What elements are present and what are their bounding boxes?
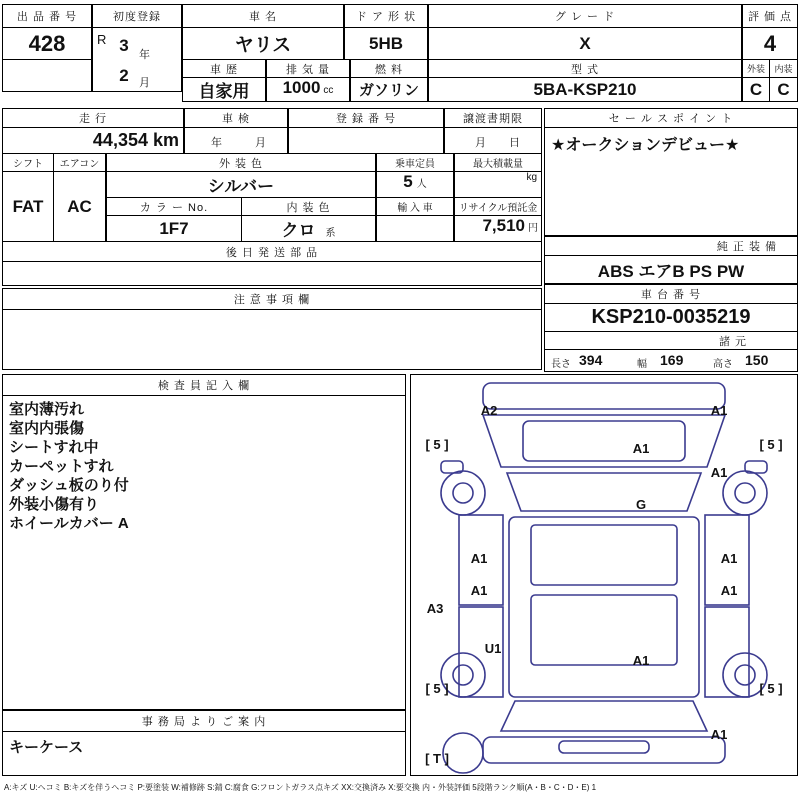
diagram-code-front-left: A2 <box>480 403 498 418</box>
diagram-code-right-rear-quarter: A1 <box>632 653 650 668</box>
sales-point-value: ★オークションデビュー★ <box>551 137 740 154</box>
office-value-box <box>2 732 406 776</box>
diagram-code-hood-right: A1 <box>632 441 650 456</box>
door-value-box <box>344 28 428 60</box>
first-reg-label: 初度登録 <box>113 11 161 23</box>
car-diagram-svg <box>411 375 797 775</box>
seats-unit: 人 <box>416 179 427 190</box>
recycle-unit: 円 <box>528 223 538 234</box>
reg-number-label: 登 録 番 号 <box>335 113 397 125</box>
ext-color-label-box <box>106 154 376 172</box>
rating-label-box <box>742 4 798 28</box>
sales-point-label-box <box>544 108 798 128</box>
fuel-value-box <box>350 78 428 102</box>
int-color-label-box <box>242 198 376 216</box>
genuine-equip-label: 純 正 装 備 <box>716 241 777 253</box>
max-load-label-box <box>454 154 542 172</box>
transfer-month-unit: 月 <box>475 137 486 149</box>
history-value-box <box>182 78 266 102</box>
diagram-code-right-mirror: [ 5 ] <box>759 437 783 452</box>
diagram-code-left-door-front: A1 <box>470 551 488 566</box>
recycle-label: リサイクル預託金 <box>458 203 538 214</box>
door-value: 5HB <box>368 33 403 53</box>
color-no-value-box <box>106 216 242 242</box>
car-name-label: 車 名 <box>248 11 278 23</box>
first-reg-label-box <box>92 4 182 28</box>
shift-value-box <box>2 172 54 242</box>
interior-grade-value: C <box>777 79 790 99</box>
reg-number-value-box <box>288 128 444 154</box>
legend-footer: A:キズ U:ヘコミ B:キズを伴うヘコミ P:要塗装 W:補修跡 S:錆 C:腐食 G:フロントガラス点キズ XX:交換済み X:要交換 内・外装評価 5段階ランク順(A・B・C・D・E) 1 <box>4 783 597 792</box>
inspector-label: 検 査 員 記 入 欄 <box>157 380 251 392</box>
color-no-label: カ ラ ー No. <box>139 201 209 214</box>
width-value: 169 <box>660 352 684 368</box>
import-label: 輸 入 車 <box>397 203 433 214</box>
diagram-code-rear-right-wheel: [ 5 ] <box>759 681 783 696</box>
later-parts-label-box <box>2 242 542 262</box>
chassis-value: KSP210-0035219 <box>591 306 751 328</box>
lot-number-value: 428 <box>28 30 66 56</box>
door-label-box <box>344 4 428 28</box>
exterior-grade-value-box <box>742 78 770 102</box>
displacement-label-box <box>266 60 350 78</box>
car-name-value-box <box>182 28 344 60</box>
office-label: 事 務 局 よ り ご 案 内 <box>141 716 267 728</box>
lot-number-label: 出 品 番 号 <box>16 11 78 23</box>
fuel-value: ガソリン <box>358 82 419 99</box>
diagram-code-bottom-t: [ T ] <box>425 751 449 766</box>
grade-value-box <box>428 28 742 60</box>
exterior-grade-label-box <box>742 60 770 78</box>
diagram-code-left-rear-quarter: A3 <box>426 601 444 616</box>
inspection-month-unit: 月 <box>255 137 266 149</box>
fuel-label-box <box>350 60 428 78</box>
max-load-label: 最大積載量 <box>473 159 523 170</box>
door-label: ド ア 形 状 <box>355 11 417 23</box>
max-load-value-box <box>454 172 542 198</box>
aircon-value: AC <box>67 196 92 216</box>
exterior-grade-label: 外装 <box>746 64 765 74</box>
color-no-value: 1F7 <box>159 218 189 238</box>
rating-value: 4 <box>763 30 777 56</box>
displacement-unit: cc <box>323 85 334 96</box>
office-value: キーケース <box>9 739 84 756</box>
mileage-value-box <box>2 128 184 154</box>
inspector-note-line: 室内内張傷 <box>9 420 85 437</box>
max-load-unit: kg <box>526 172 537 183</box>
reg-number-label-box <box>288 108 444 128</box>
mileage-label: 走 行 <box>78 113 108 125</box>
model-code-label: 型 式 <box>570 63 600 76</box>
recycle-value-box <box>454 216 542 242</box>
inspection-value-box <box>184 128 288 154</box>
lot-number-value-box <box>2 28 92 60</box>
diagram-code-left-mirror: [ 5 ] <box>425 437 449 452</box>
seats-value-box <box>376 172 454 198</box>
chassis-label-box <box>544 284 798 304</box>
ext-color-label: 外 装 色 <box>218 157 264 170</box>
sales-point-label: セ ー ル ス ポ イ ン ト <box>608 113 734 125</box>
seats-label-box <box>376 154 454 172</box>
history-value: 自家用 <box>198 82 250 101</box>
diagram-code-right-door-front: A1 <box>720 551 738 566</box>
aircon-label-box <box>54 154 106 172</box>
int-color-value-box <box>242 216 376 242</box>
history-label-box <box>182 60 266 78</box>
inspector-note-line: ダッシュ板のり付 <box>9 477 129 494</box>
lot-number-label-box <box>2 4 92 28</box>
diagram-code-center-g: G <box>635 497 647 512</box>
genuine-equip-value: ABS エアB PS PW <box>597 262 745 281</box>
dim-value-box <box>544 350 798 372</box>
sales-point-value-box <box>544 128 798 236</box>
int-color-unit: 系 <box>325 228 336 239</box>
later-parts-value-box <box>2 262 542 286</box>
inspector-note-line: シートすれ中 <box>9 439 99 456</box>
rating-label: 評 価 点 <box>747 11 793 23</box>
first-reg-value-box <box>92 28 182 92</box>
diagram-code-left-door-rear: A1 <box>470 583 488 598</box>
first-reg-year-unit: 年 <box>139 49 150 61</box>
car-diagram-box <box>410 374 798 776</box>
seats-value: 5 <box>403 172 413 191</box>
height-label: 高さ <box>713 359 733 370</box>
interior-grade-label-box <box>770 60 798 78</box>
ext-color-value: シルバー <box>207 177 275 196</box>
dim-label-box <box>544 332 798 350</box>
first-reg-month: 2 <box>119 66 129 85</box>
width-label: 幅 <box>637 359 647 370</box>
interior-grade-value-box <box>770 78 798 102</box>
dim-label: 諸 元 <box>718 335 747 348</box>
diagram-code-rear-u1: U1 <box>484 641 502 656</box>
exterior-grade-value: C <box>749 79 763 99</box>
lot-extra-box <box>2 60 92 92</box>
history-label: 車 歴 <box>209 63 239 76</box>
int-color-value: クロ <box>281 221 316 240</box>
diagram-code-front-right: A1 <box>710 403 728 418</box>
fuel-label: 燃 料 <box>374 63 404 76</box>
rating-value-box <box>742 28 798 60</box>
height-value: 150 <box>745 352 769 368</box>
inspector-notes-box <box>2 396 406 710</box>
length-label: 長さ <box>551 359 571 370</box>
first-reg-era: R <box>97 32 107 47</box>
displacement-label: 排 気 量 <box>285 63 331 76</box>
inspector-label-box <box>2 374 406 396</box>
transfer-label: 譲渡書期限 <box>463 113 523 125</box>
interior-grade-label: 内装 <box>774 64 793 74</box>
chassis-value-box <box>544 304 798 332</box>
caution-label: 注 意 事 項 欄 <box>233 294 311 306</box>
transfer-day-unit: 日 <box>509 137 520 149</box>
recycle-label-box <box>454 198 542 216</box>
diagram-code-roof-right: A1 <box>710 465 728 480</box>
import-label-box <box>376 198 454 216</box>
diagram-code-trunk: A1 <box>710 727 728 742</box>
shift-label: シフト <box>13 159 43 170</box>
caution-value-box <box>2 310 542 370</box>
displacement-value: 1000 <box>282 78 321 97</box>
shift-value: FAT <box>12 196 44 216</box>
grade-value: X <box>579 33 591 53</box>
int-color-label: 内 装 色 <box>286 201 331 214</box>
model-code-label-box <box>428 60 742 78</box>
recycle-value: 7,510 <box>482 216 525 235</box>
chassis-label: 車 台 番 号 <box>640 289 702 301</box>
inspector-note-line: ホイールカバー A <box>9 515 129 532</box>
inspection-year-unit: 年 <box>211 137 222 149</box>
model-code-value-box <box>428 78 742 102</box>
diagram-code-rear-left-wheel: [ 5 ] <box>425 681 449 696</box>
genuine-equip-label-box <box>544 236 798 256</box>
first-reg-year: 3 <box>119 36 129 55</box>
color-no-label-box <box>106 198 242 216</box>
import-value-box <box>376 216 454 242</box>
grade-label: グ レ ー ド <box>554 11 616 23</box>
shift-label-box <box>2 154 54 172</box>
seats-label: 乗車定員 <box>395 159 435 170</box>
inspector-note-line: 室内薄汚れ <box>9 401 85 418</box>
inspection-label: 車 検 <box>221 113 251 125</box>
transfer-label-box <box>444 108 542 128</box>
transfer-value-box <box>444 128 542 154</box>
caution-label-box <box>2 288 542 310</box>
mileage-label-box <box>2 108 184 128</box>
diagram-code-right-door-rear: A1 <box>720 583 738 598</box>
aircon-label: エアコン <box>59 159 100 170</box>
ext-color-value-box <box>106 172 376 198</box>
inspector-note-line: カーペットすれ <box>9 458 114 475</box>
car-name-value: ヤリス <box>234 35 292 56</box>
inspection-label-box <box>184 108 288 128</box>
displacement-value-box <box>266 78 350 102</box>
inspector-note-line: 外装小傷有り <box>9 496 100 513</box>
length-value: 394 <box>579 352 603 368</box>
office-label-box <box>2 710 406 732</box>
reg-number-value <box>289 128 443 153</box>
aircon-value-box <box>54 172 106 242</box>
genuine-equip-value-box <box>544 256 798 284</box>
import-value <box>377 216 453 241</box>
model-code-value: 5BA-KSP210 <box>533 79 637 99</box>
grade-label-box <box>428 4 742 28</box>
later-parts-label: 後 日 発 送 部 品 <box>225 246 319 259</box>
first-reg-month-unit: 月 <box>139 77 150 89</box>
mileage-value: 44,354 km <box>92 130 179 150</box>
car-name-label-box <box>182 4 344 28</box>
